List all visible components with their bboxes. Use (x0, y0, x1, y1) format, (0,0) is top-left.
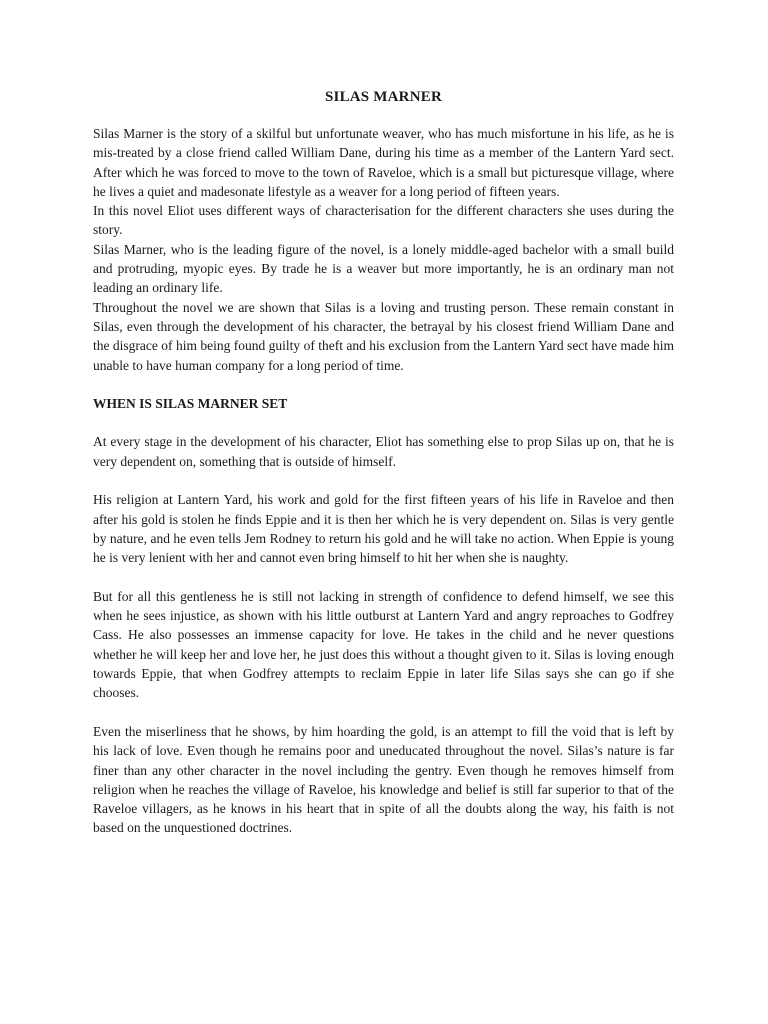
intro-paragraph-4: Throughout the novel we are shown that Silas is a loving and trusting person. These remain constant in Silas, even through the development of his character, the betrayal by his closest friend William Dane and the disgrace of him being found guilty of theft and his exclusion from the Lantern Yard sect have made him unable to have human company for a long period of time. (93, 299, 674, 373)
section-paragraph-2: His religion at Lantern Yard, his work and gold for the first fifteen years of his life in Raveloe and then after his gold is stolen he finds Eppie and it is then her which he is very dependent on. Silas is very gentle by nature, and he even tells Jem Rodney to return his gold and he will take no action. When Eppie is young he is very lenient with her and cannot even bring himself to hit her when she is naughty. (93, 492, 674, 566)
section-paragraph-1: At every stage in the development of his character, Eliot has something else to prop Silas up on, that he is very dependent on, something that is outside of himself. (93, 434, 674, 469)
section-heading: WHEN IS SILAS MARNER SET (93, 396, 288, 412)
spacer (93, 471, 674, 490)
spacer (93, 568, 674, 587)
document-title: SILAS MARNER (324, 89, 442, 105)
spacer (93, 375, 674, 394)
section-paragraph-4: Even the miserliness that he shows, by him hoarding the gold, is an attempt to fill the void that is left by his lack of love. Even though he remains poor and uneducated throughout the novel. Silas’s nature is far finer than any other character in the novel including the gentry. Even though he removes himself from religion when he reaches the village of Raveloe, his knowledge and belief is still far superior to that of the Raveloe villagers, as he knows in his heart that in spite of all the doubts along the way, his faith is not based on the unquestioned doctrines. (93, 723, 674, 836)
intro-paragraph-3: Silas Marner, who is the leading figure of the novel, is a lonely middle-aged bachelor with a small build and protruding, myopic eyes. By trade he is a weaver but more importantly, he is an ordinary man not leading an ordinary life. (93, 241, 674, 296)
spacer (93, 703, 674, 722)
intro-paragraph-1: Silas Marner is the story of a skilful but unfortunate weaver, who has much misfortune in his life, as he is mis-treated by a close friend called William Dane, during his time as a member of the Lantern Yard sect. After which he was forced to move to the town of Raveloe, which is a small but picturesque village, where he lives a quiet and madesonate lifestyle as a weaver for a long period of fifteen years. (93, 126, 674, 199)
spacer (93, 413, 674, 432)
section-paragraph-3: But for all this gentleness he is still not lacking in strength of confidence to defend himself, we see this when he sees injustice, as shown with his little outburst at Lantern Yard and angry reproaches to Godfrey Cass. He also possesses an immense capacity for love. He takes in the child and he never questions whether he will keep her and love her, he just does this without a thought given to it. Silas is loving enough towards Eppie, that when Godfrey attempts to reclaim Eppie in later life Silas says she can go if she chooses. (93, 588, 674, 701)
intro-paragraph-2: In this novel Eliot uses different ways of characterisation for the different characters she uses during the story. (93, 203, 674, 238)
document-page (93, 86, 674, 838)
